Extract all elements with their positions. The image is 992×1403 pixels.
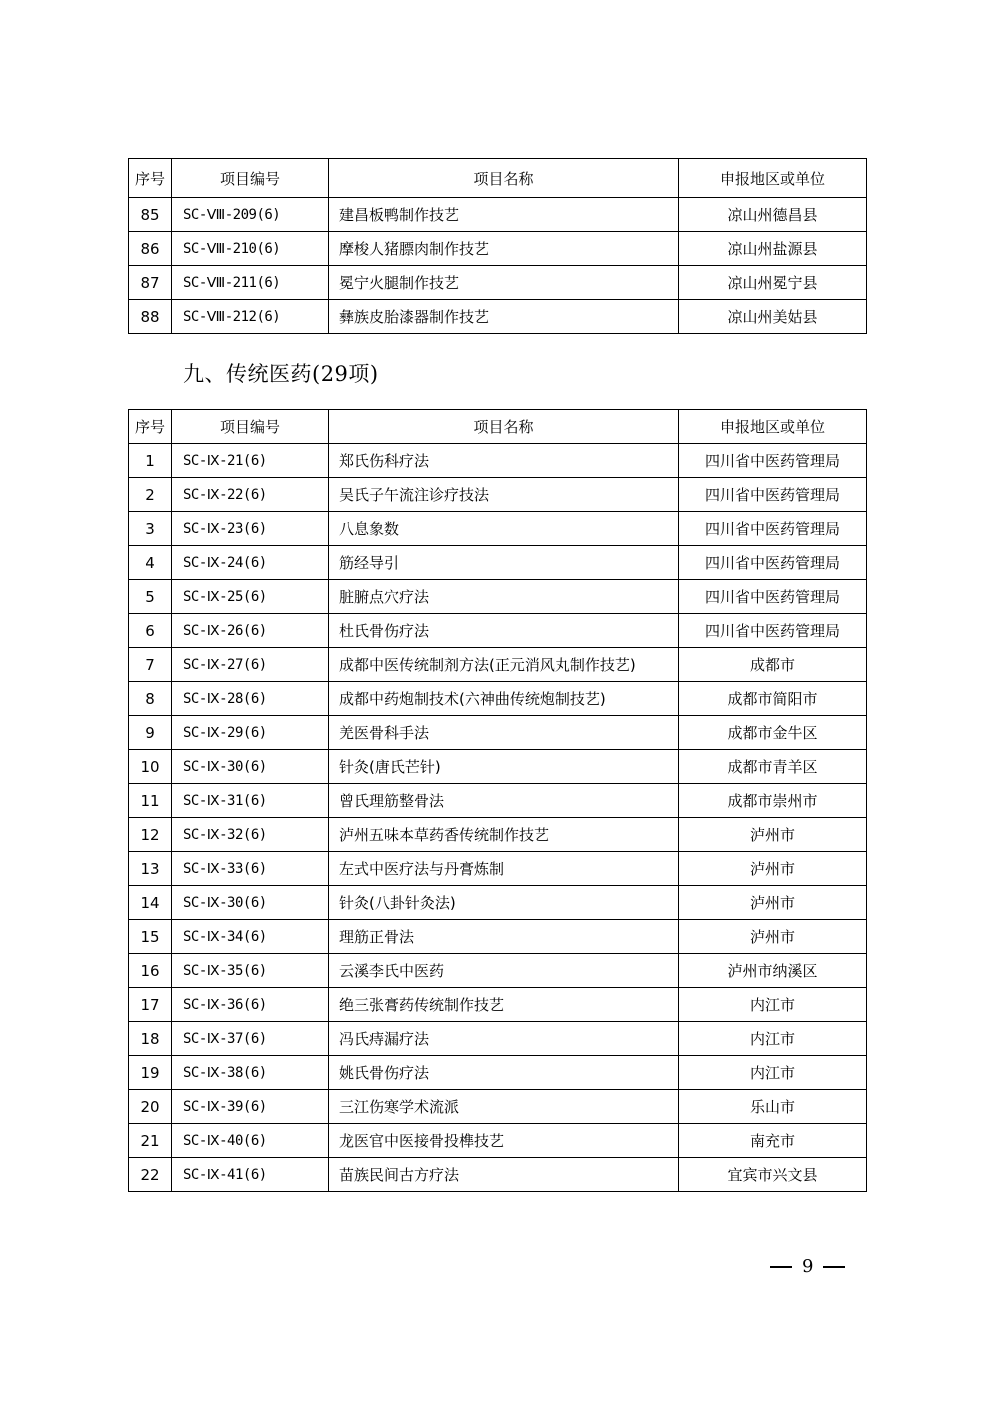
cell-region: 四川省中医药管理局 xyxy=(679,546,867,580)
cell-code: SC-Ⅸ-23(6) xyxy=(172,512,329,546)
table-row xyxy=(129,920,867,954)
section-title: 九、传统医药(29项) xyxy=(183,362,379,386)
cell-no: 5 xyxy=(129,580,172,614)
cell-region: 凉山州德昌县 xyxy=(679,198,867,232)
cell-no: 2 xyxy=(129,478,172,512)
cell-no: 20 xyxy=(129,1090,172,1124)
cell-region: 内江市 xyxy=(679,988,867,1022)
cell-name: 针灸(唐氏芒针) xyxy=(329,750,679,784)
cell-name: 龙医官中医接骨投榫技艺 xyxy=(329,1124,679,1158)
cell-code: SC-Ⅸ-35(6) xyxy=(172,954,329,988)
cell-no: 87 xyxy=(129,266,172,300)
cell-no: 11 xyxy=(129,784,172,818)
cell-no: 18 xyxy=(129,1022,172,1056)
cell-name: 彝族皮胎漆器制作技艺 xyxy=(329,300,679,334)
cell-name: 筋经导引 xyxy=(329,546,679,580)
cell-region: 四川省中医药管理局 xyxy=(679,614,867,648)
cell-region: 成都市崇州市 xyxy=(679,784,867,818)
table-row xyxy=(129,198,867,232)
table-row xyxy=(129,886,867,920)
cell-code: SC-Ⅸ-22(6) xyxy=(172,478,329,512)
header-code: 项目编号 xyxy=(172,159,329,198)
cell-region: 四川省中医药管理局 xyxy=(679,478,867,512)
header-name: 项目名称 xyxy=(329,410,679,444)
cell-no: 10 xyxy=(129,750,172,784)
table-header-row xyxy=(129,159,867,198)
cell-name: 三江伤寒学术流派 xyxy=(329,1090,679,1124)
header-region: 申报地区或单位 xyxy=(679,159,867,198)
cell-region: 四川省中医药管理局 xyxy=(679,580,867,614)
cell-no: 12 xyxy=(129,818,172,852)
cell-name: 成都中医传统制剂方法(正元消风丸制作技艺) xyxy=(329,648,679,682)
cell-name: 曾氏理筋整骨法 xyxy=(329,784,679,818)
cell-name: 苗族民间古方疗法 xyxy=(329,1158,679,1192)
table-row xyxy=(129,1056,867,1090)
table-row xyxy=(129,266,867,300)
cell-name: 云溪李氏中医药 xyxy=(329,954,679,988)
table-row xyxy=(129,750,867,784)
cell-region: 乐山市 xyxy=(679,1090,867,1124)
cell-region: 凉山州美姑县 xyxy=(679,300,867,334)
cell-code: SC-Ⅸ-39(6) xyxy=(172,1090,329,1124)
cell-region: 泸州市 xyxy=(679,920,867,954)
cell-code: SC-Ⅸ-25(6) xyxy=(172,580,329,614)
cell-code: SC-Ⅷ-211(6) xyxy=(172,266,329,300)
cell-code: SC-Ⅸ-30(6) xyxy=(172,886,329,920)
cell-no: 21 xyxy=(129,1124,172,1158)
cell-region: 泸州市 xyxy=(679,852,867,886)
cell-name: 姚氏骨伤疗法 xyxy=(329,1056,679,1090)
cell-name: 八息象数 xyxy=(329,512,679,546)
table-row xyxy=(129,1022,867,1056)
cell-code: SC-Ⅸ-40(6) xyxy=(172,1124,329,1158)
table-row xyxy=(129,988,867,1022)
cell-no: 85 xyxy=(129,198,172,232)
table-row xyxy=(129,1158,867,1192)
table-row xyxy=(129,580,867,614)
cell-name: 针灸(八卦针灸法) xyxy=(329,886,679,920)
cell-no: 22 xyxy=(129,1158,172,1192)
table-row xyxy=(129,546,867,580)
table-row xyxy=(129,682,867,716)
cell-region: 宜宾市兴文县 xyxy=(679,1158,867,1192)
table-row xyxy=(129,444,867,478)
cell-code: SC-Ⅷ-212(6) xyxy=(172,300,329,334)
cell-code: SC-Ⅸ-36(6) xyxy=(172,988,329,1022)
cell-code: SC-Ⅷ-210(6) xyxy=(172,232,329,266)
header-name: 项目名称 xyxy=(329,159,679,198)
cell-no: 1 xyxy=(129,444,172,478)
table-row xyxy=(129,784,867,818)
cell-code: SC-Ⅸ-29(6) xyxy=(172,716,329,750)
table-row xyxy=(129,1090,867,1124)
table-row xyxy=(129,232,867,266)
cell-no: 13 xyxy=(129,852,172,886)
cell-no: 16 xyxy=(129,954,172,988)
cell-name: 左式中医疗法与丹膏炼制 xyxy=(329,852,679,886)
cell-region: 内江市 xyxy=(679,1056,867,1090)
cell-name: 摩梭人猪膘肉制作技艺 xyxy=(329,232,679,266)
cell-name: 建昌板鸭制作技艺 xyxy=(329,198,679,232)
cell-name: 理筋正骨法 xyxy=(329,920,679,954)
table-row xyxy=(129,954,867,988)
cell-code: SC-Ⅸ-26(6) xyxy=(172,614,329,648)
header-no: 序号 xyxy=(129,410,172,444)
cell-name: 羌医骨科手法 xyxy=(329,716,679,750)
cell-region: 成都市金牛区 xyxy=(679,716,867,750)
cell-region: 四川省中医药管理局 xyxy=(679,444,867,478)
cell-region: 泸州市 xyxy=(679,818,867,852)
table-row xyxy=(129,818,867,852)
cell-name: 杜氏骨伤疗法 xyxy=(329,614,679,648)
table-row xyxy=(129,478,867,512)
page-number: 9 xyxy=(802,1256,814,1277)
table-row xyxy=(129,852,867,886)
cell-no: 19 xyxy=(129,1056,172,1090)
table-food-crafts xyxy=(128,158,867,334)
cell-region: 四川省中医药管理局 xyxy=(679,512,867,546)
table-row xyxy=(129,1124,867,1158)
cell-no: 3 xyxy=(129,512,172,546)
cell-code: SC-Ⅸ-38(6) xyxy=(172,1056,329,1090)
cell-region: 泸州市 xyxy=(679,886,867,920)
cell-code: SC-Ⅸ-28(6) xyxy=(172,682,329,716)
cell-name: 冕宁火腿制作技艺 xyxy=(329,266,679,300)
cell-region: 内江市 xyxy=(679,1022,867,1056)
cell-code: SC-Ⅸ-24(6) xyxy=(172,546,329,580)
cell-no: 15 xyxy=(129,920,172,954)
cell-name: 吴氏子午流注诊疗技法 xyxy=(329,478,679,512)
cell-name: 脏腑点穴疗法 xyxy=(329,580,679,614)
cell-no: 14 xyxy=(129,886,172,920)
cell-code: SC-Ⅸ-30(6) xyxy=(172,750,329,784)
cell-no: 9 xyxy=(129,716,172,750)
cell-region: 成都市青羊区 xyxy=(679,750,867,784)
cell-region: 成都市 xyxy=(679,648,867,682)
cell-name: 郑氏伤科疗法 xyxy=(329,444,679,478)
cell-no: 7 xyxy=(129,648,172,682)
header-code: 项目编号 xyxy=(172,410,329,444)
cell-name: 绝三张膏药传统制作技艺 xyxy=(329,988,679,1022)
footer-dash-left xyxy=(770,1266,792,1268)
cell-code: SC-Ⅸ-21(6) xyxy=(172,444,329,478)
table-header-row xyxy=(129,410,867,444)
table-row xyxy=(129,300,867,334)
footer-dash-right xyxy=(823,1266,845,1268)
table-row xyxy=(129,614,867,648)
cell-region: 凉山州盐源县 xyxy=(679,232,867,266)
cell-region: 成都市简阳市 xyxy=(679,682,867,716)
table-row xyxy=(129,648,867,682)
cell-no: 8 xyxy=(129,682,172,716)
cell-no: 17 xyxy=(129,988,172,1022)
cell-code: SC-Ⅸ-31(6) xyxy=(172,784,329,818)
cell-region: 泸州市纳溪区 xyxy=(679,954,867,988)
cell-code: SC-Ⅸ-41(6) xyxy=(172,1158,329,1192)
cell-no: 88 xyxy=(129,300,172,334)
cell-code: SC-Ⅸ-34(6) xyxy=(172,920,329,954)
header-region: 申报地区或单位 xyxy=(679,410,867,444)
cell-name: 成都中药炮制技术(六神曲传统炮制技艺) xyxy=(329,682,679,716)
cell-code: SC-Ⅸ-27(6) xyxy=(172,648,329,682)
cell-no: 6 xyxy=(129,614,172,648)
cell-code: SC-Ⅸ-37(6) xyxy=(172,1022,329,1056)
cell-no: 4 xyxy=(129,546,172,580)
header-no: 序号 xyxy=(129,159,172,198)
cell-code: SC-Ⅸ-33(6) xyxy=(172,852,329,886)
cell-code: SC-Ⅸ-32(6) xyxy=(172,818,329,852)
cell-region: 南充市 xyxy=(679,1124,867,1158)
cell-name: 冯氏痔漏疗法 xyxy=(329,1022,679,1056)
cell-name: 泸州五味本草药香传统制作技艺 xyxy=(329,818,679,852)
page-footer xyxy=(770,1256,845,1277)
table-row xyxy=(129,716,867,750)
table-row xyxy=(129,512,867,546)
cell-region: 凉山州冕宁县 xyxy=(679,266,867,300)
cell-code: SC-Ⅷ-209(6) xyxy=(172,198,329,232)
table-traditional-medicine xyxy=(128,409,867,1192)
cell-no: 86 xyxy=(129,232,172,266)
